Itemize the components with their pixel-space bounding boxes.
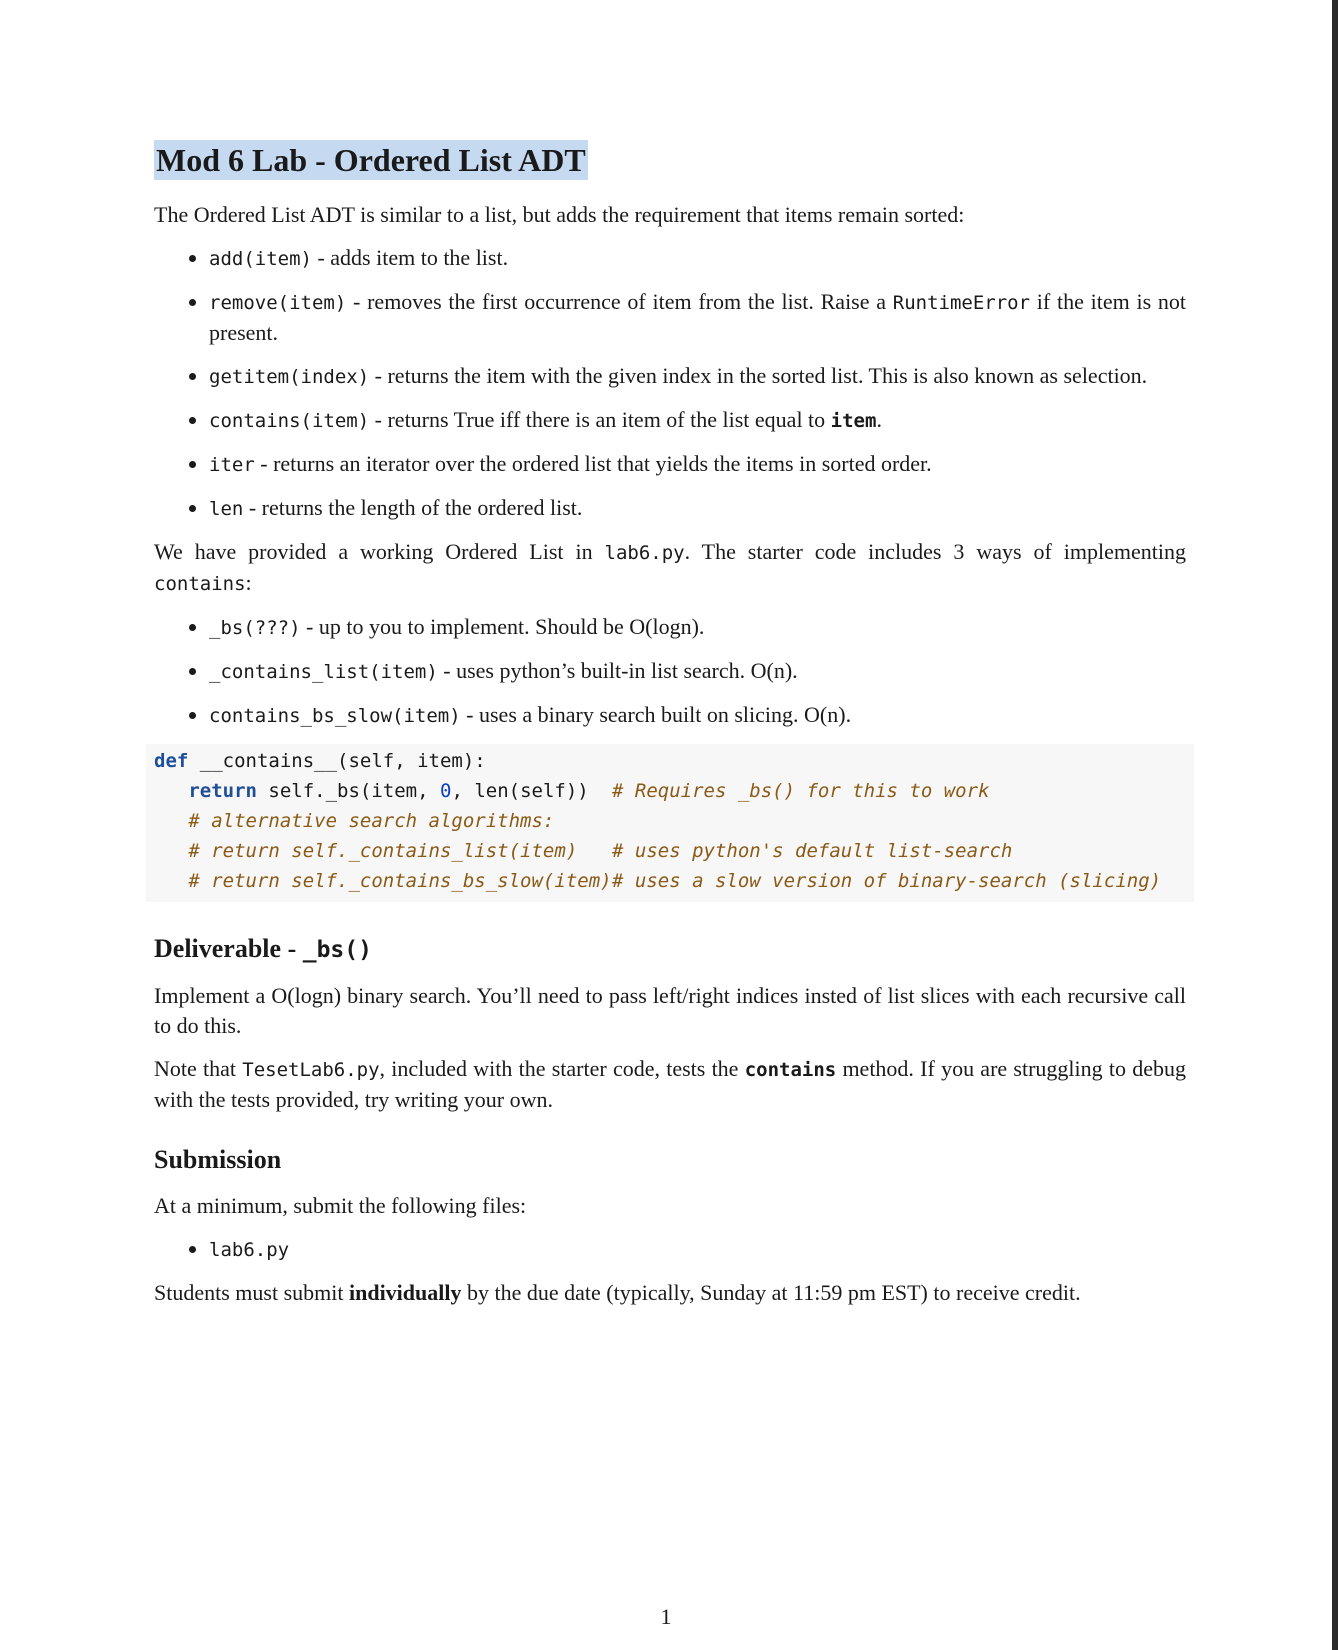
list-item: • iter - returns an iterator over the ordered list that yields the items in sorted order. bbox=[209, 449, 1186, 480]
implementations-list bbox=[154, 612, 1186, 731]
list-item: • getitem(index) - returns the item with the given index in the sorted list. This is also known as selection. bbox=[209, 361, 1186, 392]
list-item: • lab6.py bbox=[209, 1234, 1186, 1265]
code-line: return self._bs(item, 0, len(self)) # Requires _bs() for this to work bbox=[188, 780, 990, 802]
submission-heading: Submission bbox=[154, 1145, 282, 1174]
code-line: # alternative search algorithms: bbox=[188, 810, 555, 832]
intro-paragraph: The Ordered List ADT is similar to a list, but adds the requirement that items remain sorted: bbox=[154, 202, 965, 227]
code-line: def __contains__(self, item): bbox=[154, 750, 486, 772]
files-list bbox=[154, 1234, 1186, 1265]
code-line: # return self._contains_list(item) # uses python's default list-search bbox=[188, 840, 1013, 862]
page-edge bbox=[1332, 0, 1338, 1650]
code-block bbox=[146, 744, 1194, 902]
provided-paragraph: We have provided a working Ordered List in lab6.py. The starter code includes 3 ways of implementing contains: bbox=[154, 539, 1186, 595]
list-item: • remove(item) - removes the first occurrence of item from the list. Raise a RuntimeError if the item is not present. bbox=[209, 287, 1186, 348]
deliverable-paragraph: Implement a O(logn) binary search. You’ll need to pass left/right indices insted of list slices with each recursive call to do this. bbox=[154, 983, 1186, 1038]
list-item: • contains(item) - returns True iff there is an item of the list equal to item. bbox=[209, 405, 1186, 436]
code-line: # return self._contains_bs_slow(item) # uses a slow version of binary-search (slicing) bbox=[188, 870, 1162, 892]
list-item: • add(item) - adds item to the list. bbox=[209, 243, 1186, 274]
list-item: • len - returns the length of the ordered list. bbox=[209, 493, 1186, 524]
document-page bbox=[154, 140, 1186, 1321]
page-title: Mod 6 Lab - Ordered List ADT bbox=[156, 142, 586, 178]
list-item: • contains_bs_slow(item) - uses a binary search built on slicing. O(n). bbox=[209, 700, 1186, 731]
credit-paragraph: Students must submit individually by the due date (typically, Sunday at 11:59 pm EST) to receive credit. bbox=[154, 1280, 1081, 1305]
list-item: • _bs(???) - up to you to implement. Should be O(logn). bbox=[209, 612, 1186, 643]
deliverable-heading: Deliverable - _bs() bbox=[154, 934, 372, 963]
page-number: 1 bbox=[660, 1604, 672, 1629]
submission-paragraph: At a minimum, submit the following files: bbox=[154, 1193, 527, 1218]
methods-list bbox=[154, 243, 1186, 524]
note-paragraph: Note that TesetLab6.py, included with the starter code, tests the contains method. If you are struggling to debug with the tests provided, try writing your own. bbox=[154, 1056, 1186, 1112]
list-item: • _contains_list(item) - uses python’s built-in list search. O(n). bbox=[209, 656, 1186, 687]
